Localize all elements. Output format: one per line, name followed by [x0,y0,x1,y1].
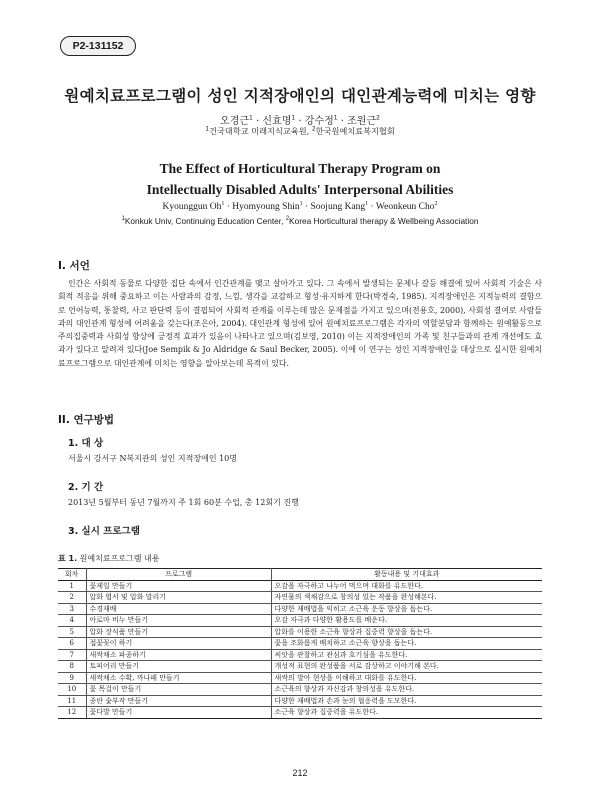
table-row: 11 종란 숯부작 만들기 다양한 재배법과 손과 눈의 협응력을 도모한다. [58,695,542,707]
table-caption: 표 1. 원예치료프로그램 내용 [58,554,160,563]
section-heading-methods: II. 연구방법 [58,414,115,426]
program-table [58,568,542,719]
header-program: 프로그램 [86,569,271,581]
introduction-paragraph: 인간은 사회적 동물로 다양한 집단 속에서 인간관계를 맺고 살아가고 있다. 그 속에서 발생되는 문제나 갈등 해결에 있어 사회적 기술은 사회적 적응을 위해 중요하고 이는 사람과의 감정, 느낌, 생각을 교감하고 형성·유지하게 한다(박경숙, 1985). 지적장애인은 지적능력의 결함으로 언어능력, 통찰력, 사고 판단력 등이 결핍되어 사회적 관계를 이루는데 많은 문제점을 가지고 있으며(전용호, 2000), 사회성 결여로 사람들과의 대인관계 형성에 어려움을 갖는다(조은아, 2004). 대인관계 형성에 있어 원예치료프로그램은 각자의 역할분담과 함께하는 원예활동으로 주의집중력과 사회성 향상에 긍정적 효과가 있음이 나타나고 있으며(김보영, 2010) 이는 지적장애인의 가족 및 친구들과의 관계 개선에도 효과가 있다고 알려져 있다(Joe Sempik & Jo Aldridge & Saul Becker, 2005). 이에 이 연구는 성인 지적장애인을 대상으로 실시한 원예치료프로그램으로 대인관계에 미치는 영향을 알아보는데 목적이 있다. [58,279,542,368]
korean-authors: 오경근$^1$ · 신효명$^1$ · 강수정$^1$ · 조원근$^2$ [220,114,380,127]
english-title [40,158,560,200]
table-row: 2 압화 엽서 및 압화 말리기 자연물의 색채감으로 창의성 있는 작품을 완성해본다. [58,592,542,604]
english-title-line: The Effect of Horticultural Therapy Program on [159,161,441,176]
paper-id-badge: P2-131152 [60,36,136,56]
author-ko: 조원근$^2$ [347,114,380,127]
table-row: 6 접꽃꽂이 하기 꽃을 조화롭게 배치하고 소근육 향상을 돕는다. [58,638,542,650]
table-row: 5 압화 장식품 만들기 압화를 이용한 소근육 향상과 집중력 향상을 돕는다. [58,626,542,638]
table-row: 10 꽃 목걸이 만들기 소근육의 향상과 자신감과 창의성을 유도한다. [58,684,542,696]
korean-title: 원예치료프로그램이 성인 지적장애인의 대인관계능력에 미치는 영향 [64,86,536,105]
english-authors: Kyounggun $Oh^1$ · Hyomyoung Shin$^1$ · Soojung Kang$^1$ · Weonkeun Cho$^2$ [162,200,438,212]
korean-affiliations: $^1$건국대학교 미래지식교육원, $^2$한국원예치료복지협회 [205,125,395,136]
table-row: 1 꽃제일 만들기 오감을 자극하고 나누어 먹으며 대화를 유도한다. [58,580,542,592]
author-ko: 강수정$^1$ [304,114,338,127]
table-row: 7 새싹채소 파종하기 씨앗을 관찰하고 관심과 호기심을 유도한다. [58,649,542,661]
author-ko: 신효명$^1$ [262,114,296,127]
page-number: 212 [292,768,308,778]
table-row: 12 꽃다발 만들기 소근육 향상과 집중력을 유도한다. [58,707,542,719]
table-row: 9 새싹채소 수확, 까나페 만들기 새싹의 발아 현상을 이해하고 대화를 유도한다. [58,672,542,684]
subsection-heading-program: 3. 실시 프로그램 [68,526,140,537]
table-row: 8 토피어리 만들기 개성적 표현의 완성품을 서로 감상하고 이야기해 본다. [58,661,542,673]
header-session: 회차 [58,569,86,581]
english-affiliations: $^1$Konkuk Univ, Continuing Education Center, $^2$Korea Horticultural therapy & Wellbeing Association [121,216,479,226]
table-row: 4 아로마 비누 만들기 오감 자극과 다양한 활용도를 배운다. [58,615,542,627]
header-activity: 활동내용 및 기대효과 [271,569,542,581]
subsection-heading-period: 2. 기 간 [68,482,104,493]
english-title-line: Intellectually Disabled Adults' Interpersonal Abilities [146,182,454,197]
table-row: 3 수경재배 다양한 재배법을 익히고 소근육 운동 향상을 돕는다. [58,603,542,615]
subsection-heading-subjects: 1. 대 상 [68,438,104,449]
author-ko: 오경근$^1$ [220,114,253,127]
period-text: 2013년 5월부터 동년 7월까지 주 1회 60분 수업, 총 12회기 진행 [68,498,299,507]
table-header-row [58,569,542,581]
section-heading-introduction: I. 서언 [58,260,90,272]
subjects-text: 서울시 강서구 N복지관의 성인 지적장애인 10명 [68,454,237,463]
